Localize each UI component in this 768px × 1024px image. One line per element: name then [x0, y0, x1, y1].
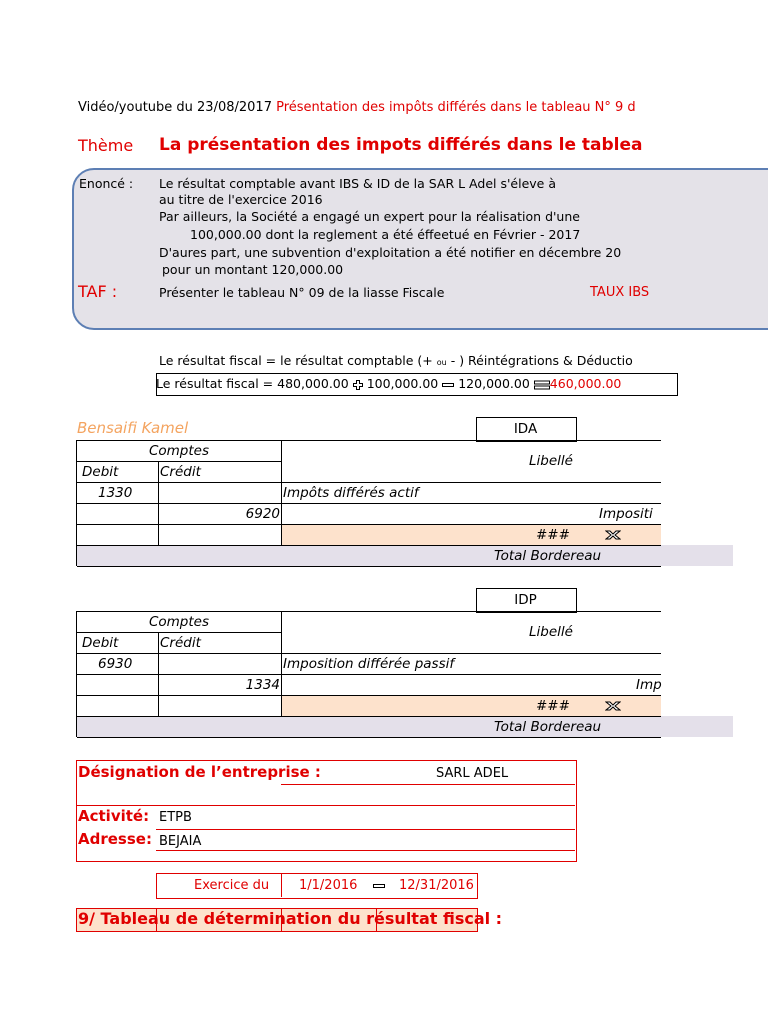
ida-row2-credit: 6920 [245, 506, 280, 522]
enonce-line-3: Par ailleurs, la Société a engagé un expert pour la réalisation d'une [159, 209, 580, 224]
adresse-value: BEJAIA [159, 834, 202, 849]
video-line-prefix: Vidéo/youtube du 23/08/2017 [78, 100, 272, 115]
formula-v3: 120,000.00 [458, 376, 530, 391]
idp-credit-header: Crédit [160, 635, 201, 651]
formula-definition [159, 353, 633, 368]
enonce-line-2: au titre de l'exercice 2016 [159, 192, 323, 207]
taf-text: Présenter le tableau N° 09 de la liasse Fiscale [159, 285, 445, 300]
ida-row2-label: Impositi [599, 506, 653, 522]
idp-libelle-header: Libellé [529, 624, 573, 640]
ida-hash: ### [536, 527, 570, 543]
idp-cross-icon [605, 699, 621, 713]
ida-row1-debit: 1330 [98, 485, 133, 501]
formula-definition-end: - ) Réintégrations & Déductio [450, 353, 633, 368]
formula-v1: 480,000.00 [277, 376, 349, 391]
ida-row1-label: Impôts différés actif [283, 485, 419, 501]
idp-total-row [77, 716, 733, 737]
ida-cross-icon [605, 528, 621, 542]
ida-tag: IDA [513, 421, 538, 437]
taux-ibs-label: TAUX IBS [590, 285, 650, 300]
exercice-date-to: 12/31/2016 [399, 878, 474, 893]
ida-total-label: Total Bordereau [494, 548, 602, 564]
exercice-label: Exercice du [194, 878, 270, 893]
theme-label: Thème [78, 136, 134, 155]
formula-definition-start: Le résultat fiscal = le résultat comptable (+ [159, 353, 433, 368]
ida-comptes-header: Comptes [148, 443, 210, 459]
idp-peach-row [281, 696, 661, 716]
video-line [78, 100, 636, 115]
equals-icon [534, 380, 550, 390]
adresse-label: Adresse: [78, 830, 152, 848]
plus-icon [353, 380, 363, 390]
activite-value: ETPB [159, 810, 192, 825]
exercice-date-from: 1/1/2016 [299, 878, 358, 893]
idp-total-label: Total Bordereau [494, 719, 602, 735]
ida-credit-header: Crédit [160, 464, 201, 480]
enonce-label: Enoncé : [79, 176, 134, 191]
ida-libelle-header: Libellé [529, 453, 573, 469]
enonce-line-6: pour un montant 120,000.00 [162, 262, 344, 277]
taf-label: TAF : [78, 282, 118, 301]
video-line-title: Présentation des impôts différés dans le tableau N° 9 d [276, 100, 636, 115]
enonce-line-4: 100,000.00 dont la reglement a été éffeetué en Février - 2017 [190, 227, 581, 242]
idp-row1-label: Imposition différée passif [283, 656, 455, 672]
formula-calc [156, 376, 621, 391]
ida-debit-header: Debit [82, 464, 119, 480]
formula-result: 460,000.00 [549, 376, 622, 391]
enonce-line-1: Le résultat comptable avant IBS & ID de la SAR L Adel s'éleve à [159, 176, 556, 191]
enonce-line-5: D'aures part, une subvention d'exploitation a été notifier en décembre 20 [159, 245, 622, 260]
idp-tag: IDP [514, 592, 537, 608]
activite-label: Activité: [78, 807, 150, 825]
idp-hash: ### [536, 698, 570, 714]
date-range-minus-icon [373, 882, 385, 890]
ida-peach-row [281, 525, 661, 545]
idp-row1-debit: 6930 [98, 656, 133, 672]
minus-icon [442, 381, 454, 389]
author-name: Bensaifi Kamel [77, 419, 189, 437]
idp-debit-header: Debit [82, 635, 119, 651]
idp-row2-label: Imp [636, 677, 662, 693]
formula-calc-prefix: Le résultat fiscal = [156, 376, 274, 391]
formula-ou: ou [436, 358, 447, 367]
ida-total-row [77, 545, 733, 566]
designation-label: Désignation de l’entreprise : [78, 763, 321, 781]
section-title: 9/ Tableau de détermination du résultat fiscal : [78, 909, 503, 928]
idp-row2-credit: 1334 [245, 677, 280, 693]
formula-v2: 100,000.00 [366, 376, 439, 391]
idp-comptes-header: Comptes [148, 614, 210, 630]
theme-title: La présentation des impots différés dans le tablea [159, 135, 643, 155]
designation-value: SARL ADEL [436, 766, 509, 781]
